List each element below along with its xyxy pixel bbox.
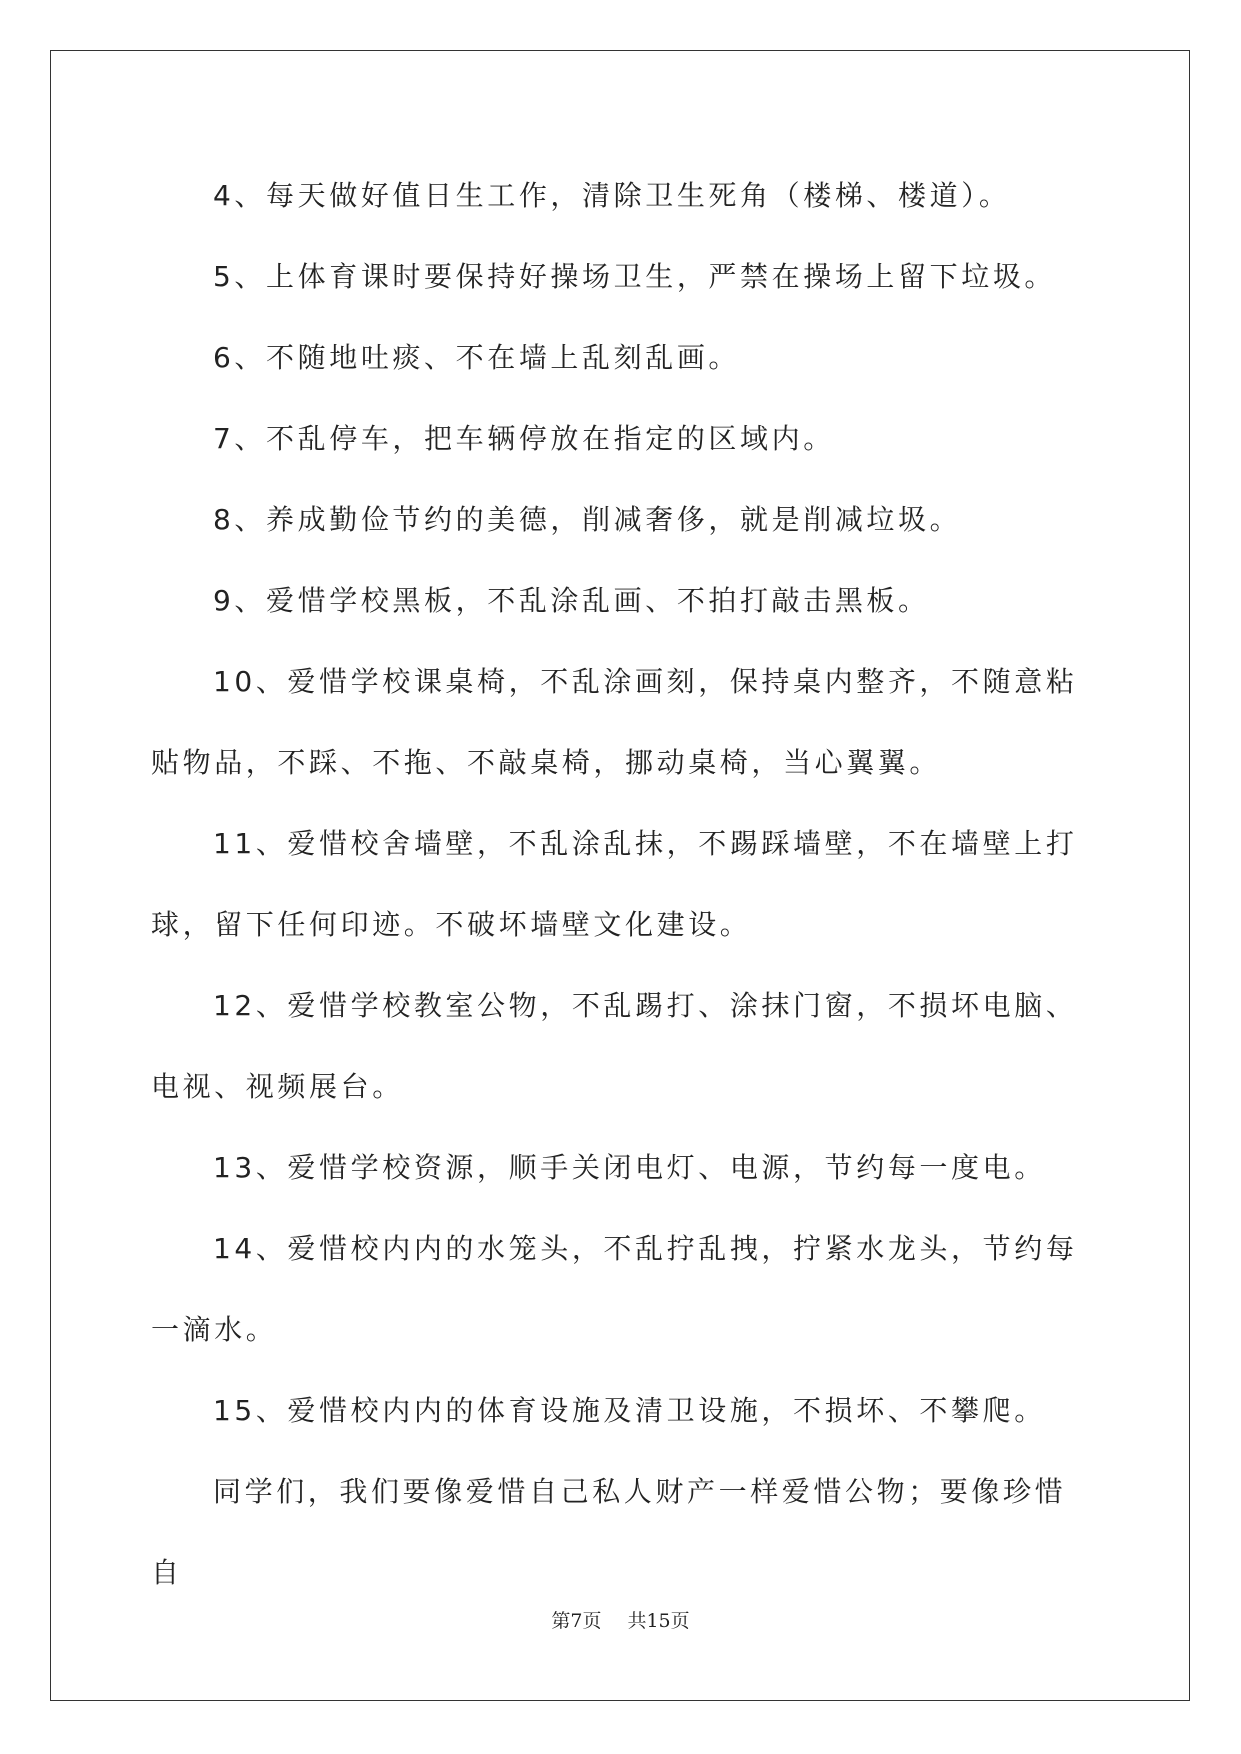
paragraph: 4、每天做好值日生工作，清除卫生死角（楼梯、楼道）。	[213, 179, 1011, 212]
page-number: 第7页	[551, 1610, 602, 1632]
paragraph: 12、爱惜学校教室公物，不乱踢打、涂抹门窗，不损坏电脑、电视、视频展台。	[151, 989, 1078, 1103]
paragraph: 5、上体育课时要保持好操场卫生，严禁在操场上留下垃圾。	[213, 260, 1057, 293]
paragraph: 10、爱惜学校课桌椅，不乱涂画刻，保持桌内整齐，不随意粘贴物品，不踩、不拖、不敲桌椅，挪动桌椅，当心翼翼。	[151, 665, 1078, 779]
page-footer	[0, 1606, 1241, 1633]
page-total: 共15页	[627, 1610, 690, 1632]
paragraph: 同学们，我们要像爱惜自己私人财产一样爱惜公物；要像珍惜自	[151, 1475, 1067, 1589]
paragraph: 14、爱惜校内内的水笼头，不乱拧乱拽，拧紧水龙头，节约每一滴水。	[151, 1232, 1078, 1346]
document-body	[151, 155, 1091, 1613]
paragraph: 11、爱惜校舍墙壁，不乱涂乱抹，不踢踩墙壁，不在墙壁上打球，留下任何印迹。不破坏墙壁文化建设。	[151, 827, 1078, 941]
paragraph: 8、养成勤俭节约的美德，削减奢侈，就是削减垃圾。	[213, 503, 962, 536]
paragraph: 7、不乱停车，把车辆停放在指定的区域内。	[213, 422, 835, 455]
paragraph: 13、爱惜学校资源，顺手关闭电灯、电源，节约每一度电。	[213, 1151, 1046, 1184]
paragraph: 15、爱惜校内内的体育设施及清卫设施，不损坏、不攀爬。	[213, 1394, 1046, 1427]
paragraph: 6、不随地吐痰、不在墙上乱刻乱画。	[213, 341, 741, 374]
paragraph: 9、爱惜学校黑板，不乱涂乱画、不拍打敲击黑板。	[213, 584, 930, 617]
